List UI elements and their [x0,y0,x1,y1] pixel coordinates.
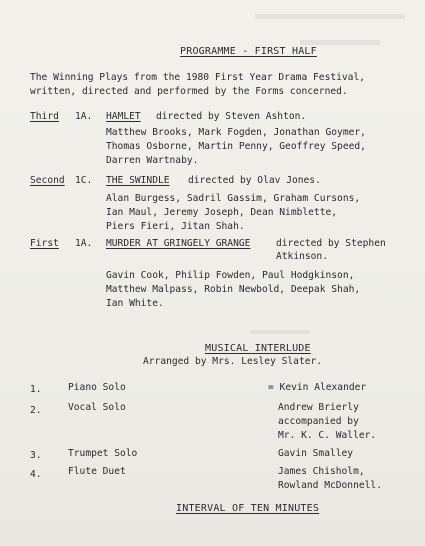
play-form: 1C. [75,175,93,186]
interlude-performer: Andrew Brierly [278,402,359,413]
play-form: 1A. [75,111,93,122]
interlude-item: Vocal Solo [68,402,126,413]
cast-line: Ian Maul, Jeremy Joseph, Dean Nimblette, [106,207,338,218]
interlude-number: 4. [30,469,42,480]
play-director: directed by Steven Ashton. [156,111,307,122]
play-place: Third [30,111,59,122]
page-title: PROGRAMME - FIRST HALF [180,46,317,57]
show-through-mark [250,330,310,334]
interlude-arranged: Arranged by Mrs. Lesley Slater. [143,356,323,367]
cast-line: Darren Wartnaby. [106,155,199,166]
cast-line: Piers Fieri, Jitan Shah. [106,221,245,232]
play-director: directed by Olav Jones. [188,175,321,186]
play-director: directed by Stephen [276,238,386,249]
interlude-performer: accompanied by [278,416,359,427]
interlude-item: Flute Duet [68,466,126,477]
play-director-cont: Atkinson. [276,251,328,262]
cast-line: Ian White. [106,298,164,309]
play-place: First [30,238,59,249]
play-title: THE SWINDLE [106,175,170,186]
intro-line-1: The Winning Plays from the 1980 First Year Drama Festival, [30,72,366,83]
play-place: Second [30,175,65,186]
cast-line: Matthew Brooks, Mark Fogden, Jonathan Goymer, [106,127,366,138]
interlude-number: 1. [30,384,42,395]
interlude-performer: Gavin Smalley [278,448,354,459]
interlude-item: Trumpet Solo [68,448,138,459]
play-form: 1A. [75,238,93,249]
interval-note: INTERVAL OF TEN MINUTES [176,503,320,514]
interlude-number: 2. [30,405,42,416]
interlude-item: Piano Solo [68,382,126,393]
show-through-mark [300,40,380,45]
play-title: MURDER AT GRINGELY GRANGE [106,238,251,249]
cast-line: Gavin Cook, Philip Fowden, Paul Hodgkinson, [106,270,355,281]
interlude-performer: Rowland McDonnell. [278,480,382,491]
interlude-number: 3. [30,450,42,461]
intro-line-2: written, directed and performed by the Forms concerned. [30,86,348,97]
show-through-mark [255,14,405,19]
interlude-performer: James Chisholm, [278,466,365,477]
interlude-performer: Mr. K. C. Waller. [278,430,377,441]
interlude-performer: = Kevin Alexander [268,382,367,393]
play-title: HAMLET [106,111,141,122]
cast-line: Matthew Malpass, Robin Newbold, Deepak Shah, [106,284,361,295]
cast-line: Thomas Osborne, Martin Penny, Geoffrey Speed, [106,141,366,152]
cast-line: Alan Burgess, Sadril Gassim, Graham Cursons, [106,193,361,204]
interlude-title: MUSICAL INTERLUDE [205,343,311,354]
